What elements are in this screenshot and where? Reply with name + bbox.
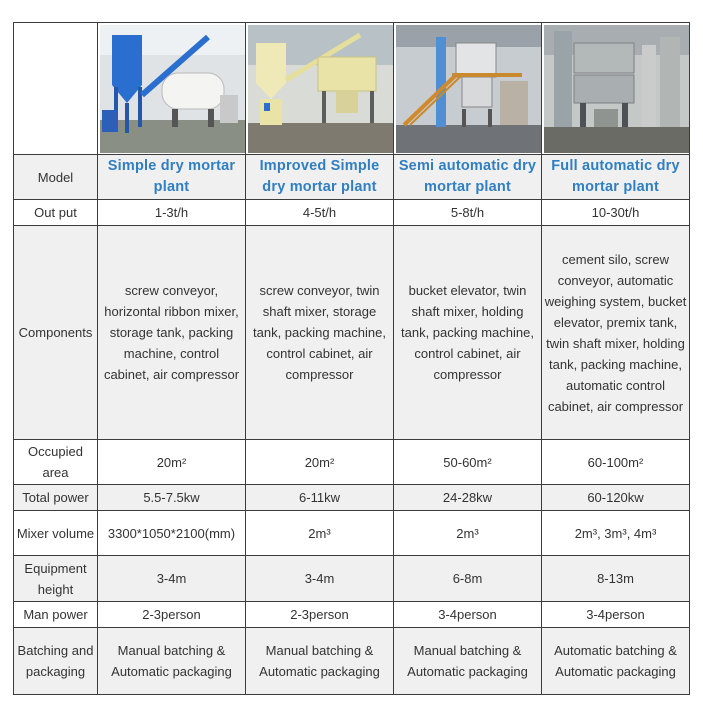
table-cell: 6-8m xyxy=(394,556,542,602)
photo-cell-semi xyxy=(394,23,542,155)
table-row xyxy=(14,440,690,485)
table-cell: 3-4m xyxy=(98,556,246,602)
row-label-man-power: Man power xyxy=(14,602,98,628)
table-cell: 5.5-7.5kw xyxy=(98,485,246,511)
improved-plant-photo[interactable] xyxy=(248,25,393,153)
table-cell: Manual batching & Automatic packaging xyxy=(98,628,246,695)
simple-plant-photo[interactable] xyxy=(100,25,245,153)
table-cell: 1-3t/h xyxy=(98,200,246,226)
table-cell: 2m³ xyxy=(246,511,394,556)
spec-table-container xyxy=(13,22,690,695)
row-label-occupied-area: Occupied area xyxy=(14,440,98,485)
row-label-batching-packaging: Batching and packaging xyxy=(14,628,98,695)
table-cell: 10-30t/h xyxy=(542,200,690,226)
table-cell: 3-4person xyxy=(542,602,690,628)
photo-cell-full xyxy=(542,23,690,155)
semi-automatic-plant-photo[interactable] xyxy=(396,25,541,153)
model-semi-automatic: Semi automatic dry mortar plant xyxy=(394,155,542,200)
full-automatic-plant-photo[interactable] xyxy=(544,25,689,153)
table-cell: 50-60m² xyxy=(394,440,542,485)
row-label-components: Components xyxy=(14,226,98,440)
table-cell: 20m² xyxy=(246,440,394,485)
table-row xyxy=(14,628,690,695)
model-improved: Improved Simple dry mortar plant xyxy=(246,155,394,200)
photo-cell-simple xyxy=(98,23,246,155)
table-cell: Automatic batching & Automatic packaging xyxy=(542,628,690,695)
table-cell: 3300*1050*2100(mm) xyxy=(98,511,246,556)
table-cell: 2-3person xyxy=(246,602,394,628)
row-label-total-power: Total power xyxy=(14,485,98,511)
table-cell: bucket elevator, twin shaft mixer, holding tank, packing machine, control cabinet, air compressor xyxy=(394,226,542,440)
table-cell: 3-4m xyxy=(246,556,394,602)
row-label-model: Model xyxy=(14,155,98,200)
table-row xyxy=(14,200,690,226)
row-label-output: Out put xyxy=(14,200,98,226)
model-row xyxy=(14,155,690,200)
table-cell: 2m³ xyxy=(394,511,542,556)
table-cell: Manual batching & Automatic packaging xyxy=(394,628,542,695)
table-cell: 60-120kw xyxy=(542,485,690,511)
table-row xyxy=(14,226,690,440)
model-simple: Simple dry mortar plant xyxy=(98,155,246,200)
table-cell: Manual batching & Automatic packaging xyxy=(246,628,394,695)
table-cell: 60-100m² xyxy=(542,440,690,485)
table-row xyxy=(14,556,690,602)
table-cell: screw conveyor, horizontal ribbon mixer, storage tank, packing machine, control cabinet, air compressor xyxy=(98,226,246,440)
table-cell: 2m³, 3m³, 4m³ xyxy=(542,511,690,556)
row-label-equipment-height: Equipment height xyxy=(14,556,98,602)
table-cell: 5-8t/h xyxy=(394,200,542,226)
table-row xyxy=(14,511,690,556)
photo-cell-improved xyxy=(246,23,394,155)
table-cell: 4-5t/h xyxy=(246,200,394,226)
table-cell: 20m² xyxy=(98,440,246,485)
row-label-mixer-volume: Mixer volume xyxy=(14,511,98,556)
table-row xyxy=(14,602,690,628)
table-cell: screw conveyor, twin shaft mixer, storage tank, packing machine, control cabinet, air compressor xyxy=(246,226,394,440)
comparison-table xyxy=(13,22,690,695)
table-row xyxy=(14,485,690,511)
table-cell: 6-11kw xyxy=(246,485,394,511)
photo-row xyxy=(14,23,690,155)
table-cell: cement silo, screw conveyor, automatic weighing system, bucket elevator, premix tank, twin shaft mixer, holding tank, packing machine, automatic control cabinet, air compressor xyxy=(542,226,690,440)
table-cell: 24-28kw xyxy=(394,485,542,511)
model-full-automatic: Full automatic dry mortar plant xyxy=(542,155,690,200)
table-cell: 3-4person xyxy=(394,602,542,628)
blank-corner-cell xyxy=(14,23,98,155)
table-cell: 2-3person xyxy=(98,602,246,628)
table-cell: 8-13m xyxy=(542,556,690,602)
